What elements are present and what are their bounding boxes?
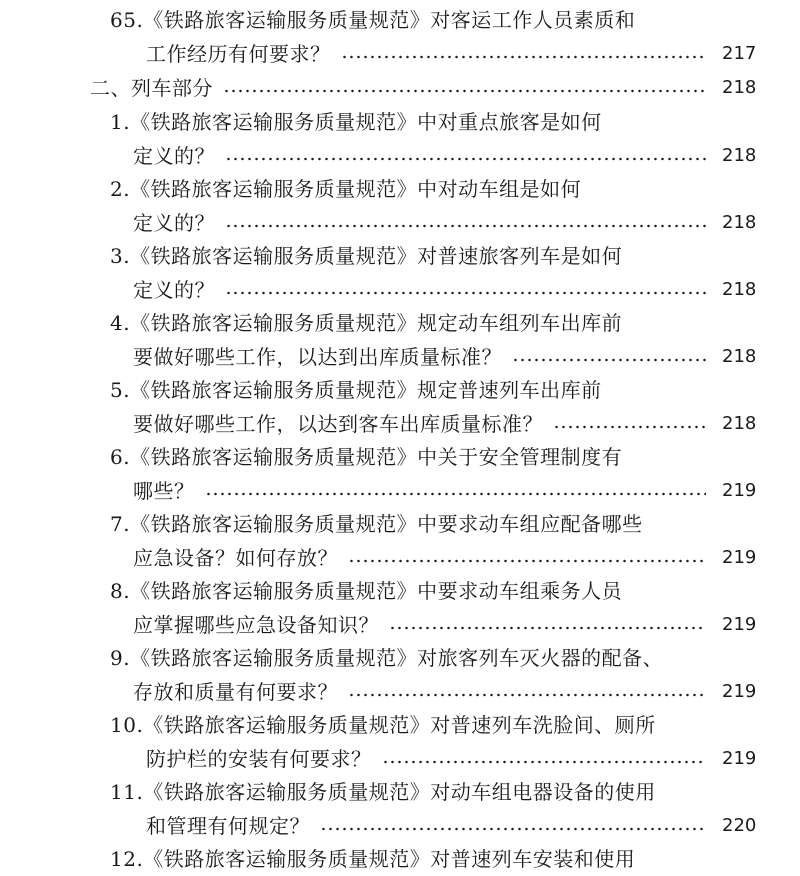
- toc-section-heading: [90, 71, 757, 105]
- toc-entry-title-line: 12.《铁路旅客运输服务质量规范》对普速列车安装和使用: [110, 847, 636, 871]
- dot-leader: [389, 626, 706, 630]
- toc-entry-text: 和管理有何规定？: [146, 814, 310, 838]
- page-number: 219: [722, 614, 757, 635]
- toc-entry-text: 应掌握哪些应急设备知识？: [133, 613, 379, 637]
- page-number: 220: [722, 815, 757, 836]
- page-number: 217: [722, 43, 757, 64]
- dot-leader: [512, 358, 706, 362]
- toc-entry-continuation-line: [133, 474, 757, 508]
- toc-entry-continuation-line: [133, 407, 757, 441]
- dot-leader: [341, 55, 707, 59]
- toc-heading-text: 二、列车部分: [90, 76, 213, 100]
- toc-entry-title-line: 2.《铁路旅客运输服务质量规范》中对动车组是如何: [110, 177, 582, 201]
- page-number: 218: [722, 145, 757, 166]
- toc-entry-continuation-line: [146, 37, 757, 71]
- toc-entry-continuation-line: [133, 608, 757, 642]
- page-number: 218: [722, 212, 757, 233]
- toc-entry-title-line: 8.《铁路旅客运输服务质量规范》中要求动车组乘务人员: [110, 579, 623, 603]
- toc-entry-continuation-line: [133, 675, 757, 709]
- toc-entry-continuation-line: [146, 742, 757, 776]
- toc-entry-text: 要做好哪些工作，以达到出库质量标准？: [133, 345, 502, 369]
- dot-leader: [382, 760, 707, 764]
- dot-leader: [348, 693, 706, 697]
- page-number: 218: [722, 346, 757, 367]
- page-number: 218: [722, 279, 757, 300]
- toc-entry-text: 要做好哪些工作，以达到客车出库质量标准？: [133, 412, 543, 436]
- toc-entry-text: 定义的？: [133, 211, 215, 235]
- page-number: 219: [722, 681, 757, 702]
- toc-entry-title-line: 4.《铁路旅客运输服务质量规范》规定动车组列车出库前: [110, 311, 623, 335]
- page-number: 219: [722, 480, 757, 501]
- toc-entry-continuation-line: [133, 340, 757, 374]
- dot-leader: [348, 559, 706, 563]
- toc-entry-title-line: 3.《铁路旅客运输服务质量规范》对普速旅客列车是如何: [110, 244, 623, 268]
- toc-entry-title-line: 10.《铁路旅客运输服务质量规范》对普速列车洗脸间、厕所: [110, 713, 656, 737]
- page-number: 219: [722, 547, 757, 568]
- dot-leader: [205, 492, 707, 496]
- toc-entry-continuation-line: [133, 541, 757, 575]
- dot-leader: [225, 224, 706, 228]
- toc-entry-continuation-line: [133, 273, 757, 307]
- toc-entry-title-line: 11.《铁路旅客运输服务质量规范》对动车组电器设备的使用: [110, 780, 656, 804]
- toc-entry-text: 哪些？: [133, 479, 195, 503]
- toc-entry-continuation-line: [133, 206, 757, 240]
- toc-entry-text: 应急设备？如何存放？: [133, 546, 338, 570]
- toc-entry-text: 工作经历有何要求？: [146, 42, 331, 66]
- dot-leader: [320, 827, 706, 831]
- toc-entry-title-line: 9.《铁路旅客运输服务质量规范》对旅客列车灭火器的配备、: [110, 646, 664, 670]
- toc-entry-title-line: 65.《铁路旅客运输服务质量规范》对客运工作人员素质和: [110, 8, 636, 32]
- toc-entry-text: 存放和质量有何要求？: [133, 680, 338, 704]
- page-number: 219: [722, 748, 757, 769]
- dot-leader: [225, 291, 706, 295]
- toc-entry-text: 定义的？: [133, 144, 215, 168]
- toc-entry-text: 定义的？: [133, 278, 215, 302]
- toc-entry-title-line: 1.《铁路旅客运输服务质量规范》中对重点旅客是如何: [110, 110, 602, 134]
- toc-entry-title-line: 6.《铁路旅客运输服务质量规范》中关于安全管理制度有: [110, 445, 623, 469]
- toc-entry-title-line: 7.《铁路旅客运输服务质量规范》中要求动车组应配备哪些: [110, 512, 643, 536]
- toc-entry-title-line: 5.《铁路旅客运输服务质量规范》规定普速列车出库前: [110, 378, 602, 402]
- dot-leader: [223, 89, 706, 93]
- dot-leader: [553, 425, 706, 429]
- toc-entry-text: 防护栏的安装有何要求？: [146, 747, 372, 771]
- page-number: 218: [722, 413, 757, 434]
- toc-entry-continuation-line: [133, 139, 757, 173]
- page-number: 218: [722, 77, 757, 98]
- dot-leader: [225, 157, 706, 161]
- toc-entry-continuation-line: [146, 809, 757, 843]
